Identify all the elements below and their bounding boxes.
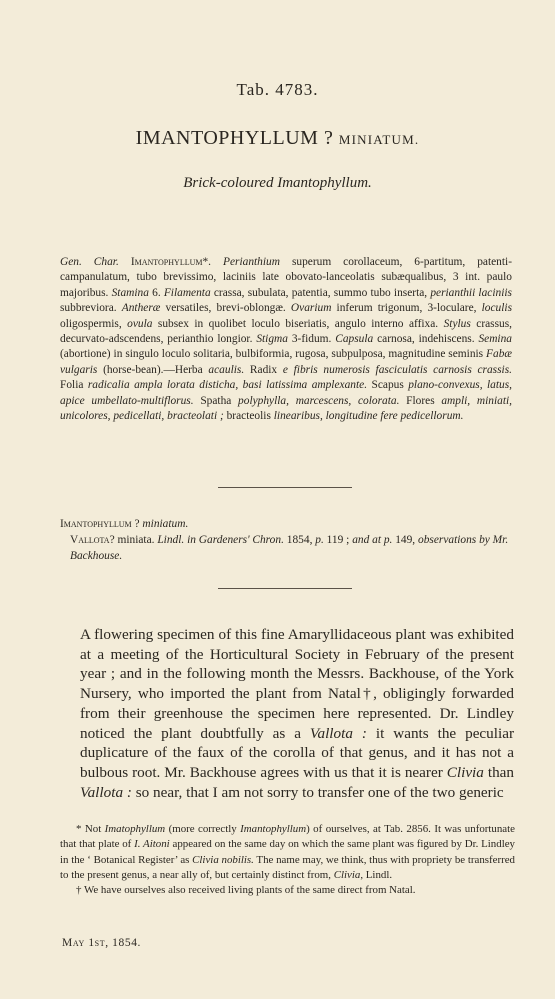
gen-char-text: inferum trigonum, 3-loculare, xyxy=(331,302,482,315)
synonym-reference: and at p. xyxy=(352,534,393,546)
gen-char-text: superum corollaceum, 6-partitum, patenti-campanulatum, tubo brevissimo, laciniis late obovato-lanceolatis subæqualibus, 3 int. paulo majoribus. xyxy=(60,256,512,299)
body-genus: Clivia xyxy=(446,763,484,781)
synonym-genus: Vallota xyxy=(70,534,110,546)
gen-char-text: carnosa, indehiscens. xyxy=(373,333,479,346)
genus-name: IMANTOPHYLLUM ? xyxy=(135,127,334,149)
publication-date: May 1st, 1854. xyxy=(62,937,142,949)
gen-char-term: ovula xyxy=(127,317,153,330)
synonym-line xyxy=(60,532,512,564)
synonym-text: 1854, xyxy=(283,534,316,546)
gen-char-term: Filamenta xyxy=(163,286,211,299)
footnote-genus: Clivia nobilis. xyxy=(192,853,254,866)
synonym-text: 149, xyxy=(392,534,419,546)
gen-char-text: Radix xyxy=(244,363,283,376)
gen-char-text: versatiles, brevi-oblongæ. xyxy=(160,302,291,315)
footnote-genus: I. Aitoni xyxy=(134,838,170,851)
synonym-line xyxy=(60,516,512,532)
synonym-reference: observations by Mr. Backhouse. xyxy=(70,534,509,562)
synonym-species: miniatum. xyxy=(142,518,189,530)
synonym-text: ? xyxy=(131,518,143,530)
synonym-text: 119 ; xyxy=(323,534,353,546)
footnote-text: ) of ourselves, at Tab. 2856. It was unfortunate that that plate of xyxy=(60,823,516,851)
body-text xyxy=(80,625,514,802)
gen-char-term: Stylus xyxy=(443,317,471,330)
footnote xyxy=(60,822,515,883)
gen-char-text: Spatha xyxy=(193,394,239,407)
gen-char-text: crassa, subulata, patentia, summo tubo inserta, xyxy=(210,286,431,299)
divider-rule xyxy=(218,588,352,589)
gen-char-text: 6. xyxy=(148,286,164,299)
body-span: A flowering specimen of this fine Amaryllidaceous plant was exhibited at a meeting of the Horticultural Society in February of the present year ; and in the following month the Messrs. Backhouse, of the York Nursery, who imported the plant from Natal†, obligingly forwarded from their greenhouse the specimen here represented. Dr. Lindley noticed the plant doubtfully as a xyxy=(80,626,514,742)
footnote-genus: Clivia xyxy=(333,868,361,881)
gen-char-term: Antheræ xyxy=(121,302,161,315)
gen-char-text: bracteolis xyxy=(223,410,274,423)
gen-char-term: Fabæ vulgaris xyxy=(60,348,512,376)
footnote-text: appeared on the same day on which the same plant was figured by Dr. Lindley in the ‘ Botanical Register’ as xyxy=(60,838,515,866)
gen-char-text: Flores xyxy=(399,394,442,407)
plate-number: Tab. 4783. xyxy=(236,80,319,99)
footnote-genus: Imantophyllum xyxy=(240,823,307,835)
body-span: so near, that I am not sorry to transfer one of the two generic xyxy=(131,783,504,801)
footnote: † We have ourselves also received living plants of the same direct from Natal. xyxy=(76,884,416,897)
gen-char-text: (horse-bean).—Herba xyxy=(97,363,209,376)
gen-char-text: (abortione) in singulo loculo solitaria, bulbiformia, rugosa, subpulposa, magnitudine seminis xyxy=(60,348,487,361)
gen-char-text: oligospermis, xyxy=(60,317,128,330)
gen-char-term: Capsula xyxy=(335,333,374,346)
footnotes xyxy=(60,822,515,898)
body-genus: Vallota : xyxy=(309,724,367,742)
gen-char-term: perianthii laciniis xyxy=(430,286,512,299)
gen-char-term: plano-convexus, latus, apice umbellato-multiflorus. xyxy=(60,379,512,407)
synonym-reference: p. xyxy=(315,534,324,546)
gen-char-text: *. xyxy=(202,256,224,268)
synonym-text: ? miniata. xyxy=(109,534,158,546)
gen-char-term: Semina xyxy=(478,333,512,346)
gen-char-text: subsex in quolibet loculo biseriatis, angulo interno affixa. xyxy=(152,317,444,330)
synonym-reference: Lindl. in Gardeners' Chron. xyxy=(157,534,284,546)
footnote-text: , Lindl. xyxy=(360,868,393,881)
gen-char-label: Gen. Char. xyxy=(60,256,119,268)
divider-rule xyxy=(218,487,352,488)
gen-char-text: subbreviora. xyxy=(60,302,122,315)
gen-char-term: linearibus, longitudine fere pedicellorum. xyxy=(273,410,464,423)
common-name: Brick-coloured Imantophyllum. xyxy=(183,175,372,191)
footnote-text: * Not xyxy=(76,823,105,835)
synonymy xyxy=(60,516,512,564)
gen-char-term: Ovarium xyxy=(290,302,332,315)
gen-char-term: Stamina xyxy=(111,286,149,299)
body-genus: Vallota : xyxy=(80,783,132,801)
gen-char-text: 3-fidum. xyxy=(287,333,336,346)
footnote-text: (more correctly xyxy=(165,823,241,835)
gen-char-term: acaulis. xyxy=(208,363,245,376)
gen-char-term: Perianthium xyxy=(223,256,280,268)
gen-char-term: loculis xyxy=(481,302,513,315)
gen-char-term: radicalia ampla lorata disticha, basi latissima amplexante. xyxy=(87,379,368,392)
body-span: it wants the peculiar duplicature of the faux of the corolla of that genus, and it has not a bulbous root. Mr. Backhouse agrees with us that it is nearer xyxy=(80,724,515,781)
generic-character xyxy=(60,255,512,424)
footnote-text: The name may, we think, thus with propriety be transferred to the present genus, a near ally of, but certainly distinct from, xyxy=(60,853,516,881)
gen-char-term: ampli, miniati, unicolores, pedicellati, bracteolati ; xyxy=(60,394,512,423)
body-span: than xyxy=(483,763,514,781)
synonym-genus: Imantophyllum xyxy=(60,518,132,530)
gen-char-term: polyphylla, marcescens, colorata. xyxy=(238,394,400,407)
gen-char-term: Stigma xyxy=(256,333,288,346)
gen-char-genus: Imantophyllum xyxy=(130,256,203,268)
gen-char-text: crassus, decurvato-adscendens, perianthio longior. xyxy=(60,317,513,346)
species-epithet: MINIATUM. xyxy=(338,132,420,147)
species-title xyxy=(0,127,555,150)
gen-char-term: e fibris numerosis fasciculatis carnosis crassis. xyxy=(282,363,512,376)
gen-char-text: Folia xyxy=(60,379,88,392)
gen-char-text: Scapus xyxy=(367,379,409,392)
footnote-genus: Imatophyllum xyxy=(104,823,166,835)
